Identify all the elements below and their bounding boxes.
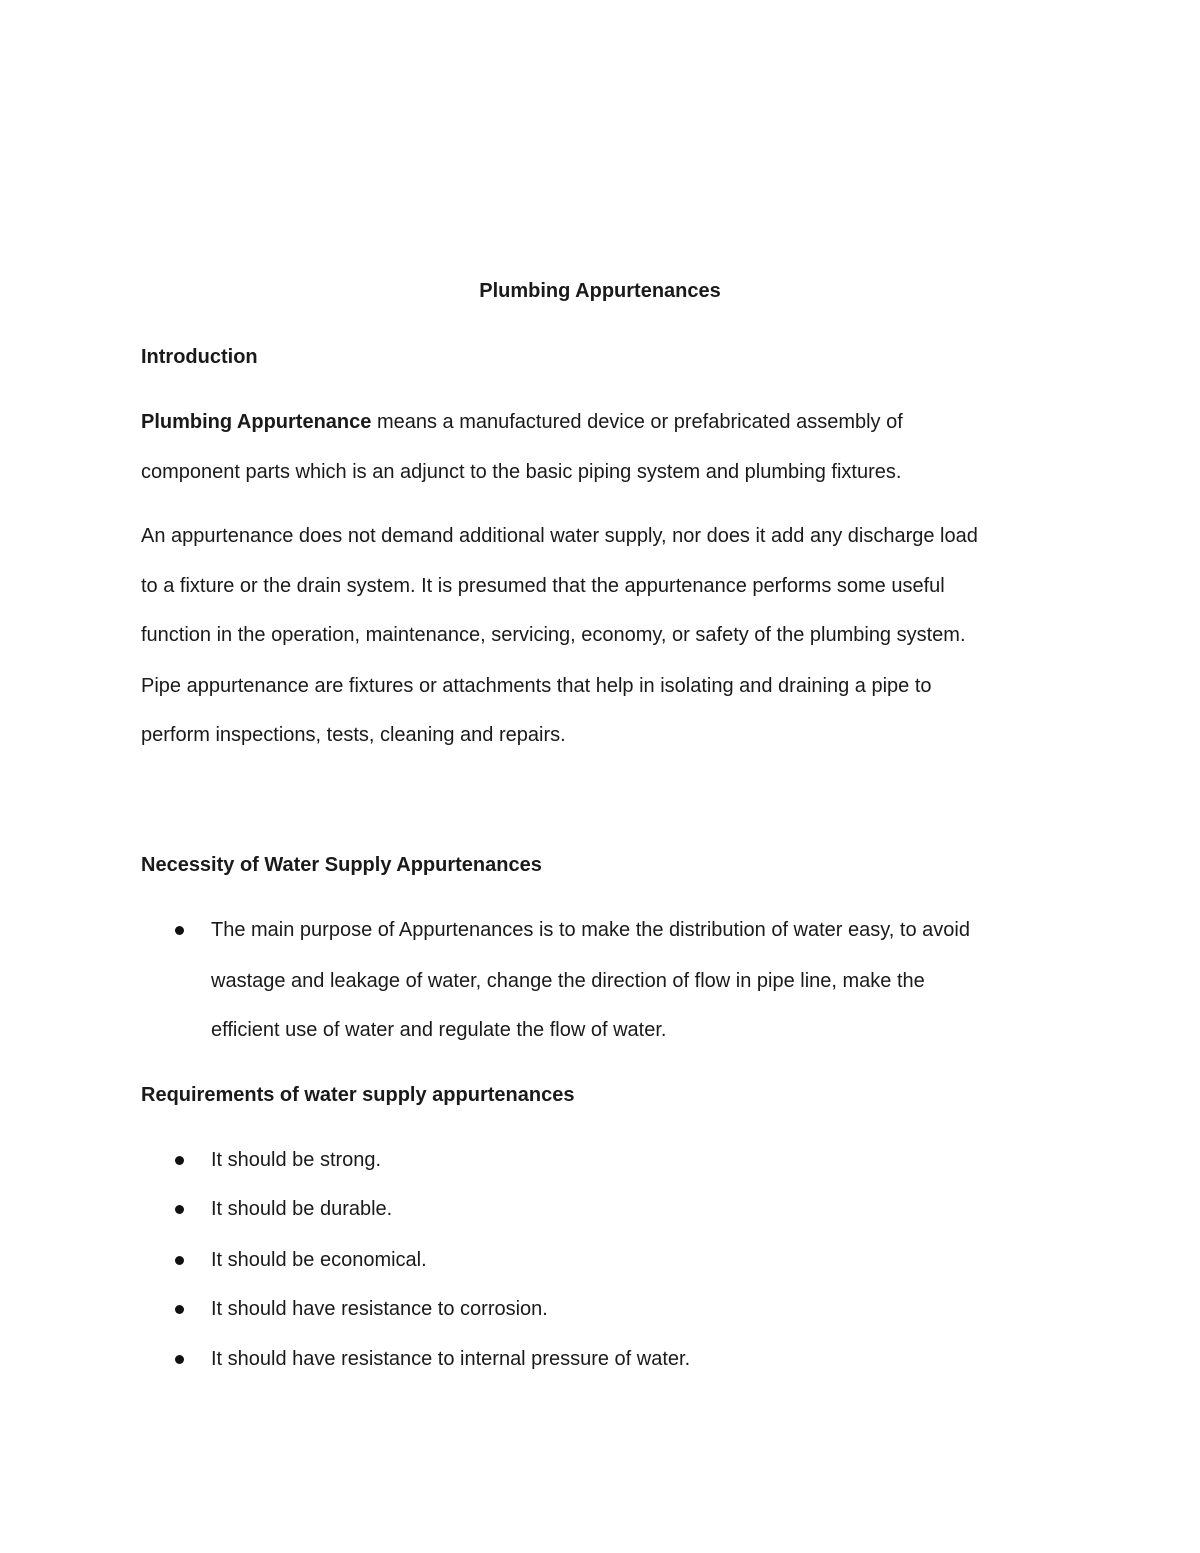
- document-title: Plumbing Appurtenances: [479, 280, 721, 302]
- requirement-item-1: It should be strong.: [211, 1149, 382, 1171]
- necessity-bullet-line-2: wastage and leakage of water, change the direction of flow in pipe line, make the: [211, 970, 925, 992]
- intro-paragraph-2-line-1: An appurtenance does not demand additional water supply, nor does it add any discharge load: [141, 525, 978, 547]
- bullet-icon: [175, 926, 184, 935]
- requirement-item-4: It should have resistance to corrosion.: [211, 1298, 548, 1320]
- intro-paragraph-2-line-2: to a fixture or the drain system. It is presumed that the appurtenance performs some useful: [141, 575, 945, 597]
- intro-paragraph-1-line-2: component parts which is an adjunct to the basic piping system and plumbing fixtures.: [141, 461, 902, 483]
- intro-heading: Introduction: [141, 346, 258, 368]
- intro-line-1-rest: means a manufactured device or prefabricated assembly of: [371, 411, 903, 433]
- intro-paragraph-2-line-4: Pipe appurtenance are fixtures or attachments that help in isolating and draining a pipe to: [141, 675, 932, 697]
- requirement-item-3: It should be economical.: [211, 1249, 427, 1271]
- bullet-icon: [175, 1355, 184, 1364]
- necessity-bullet-line-1: The main purpose of Appurtenances is to make the distribution of water easy, to avoid: [211, 919, 970, 941]
- intro-term: Plumbing Appurtenance: [141, 411, 372, 433]
- requirement-item-5: It should have resistance to internal pressure of water.: [211, 1348, 691, 1370]
- necessity-heading: Necessity of Water Supply Appurtenances: [141, 854, 542, 876]
- intro-paragraph-2-line-5: perform inspections, tests, cleaning and repairs.: [141, 724, 566, 746]
- bullet-icon: [175, 1205, 184, 1214]
- requirement-item-2: It should be durable.: [211, 1198, 393, 1220]
- necessity-bullet-line-3: efficient use of water and regulate the flow of water.: [211, 1019, 667, 1041]
- bullet-icon: [175, 1256, 184, 1265]
- bullet-icon: [175, 1305, 184, 1314]
- intro-paragraph-2-line-3: function in the operation, maintenance, servicing, economy, or safety of the plumbing system.: [141, 624, 966, 646]
- intro-paragraph-1-line-1: [141, 409, 903, 435]
- requirements-heading: Requirements of water supply appurtenances: [141, 1084, 575, 1106]
- bullet-icon: [175, 1156, 184, 1165]
